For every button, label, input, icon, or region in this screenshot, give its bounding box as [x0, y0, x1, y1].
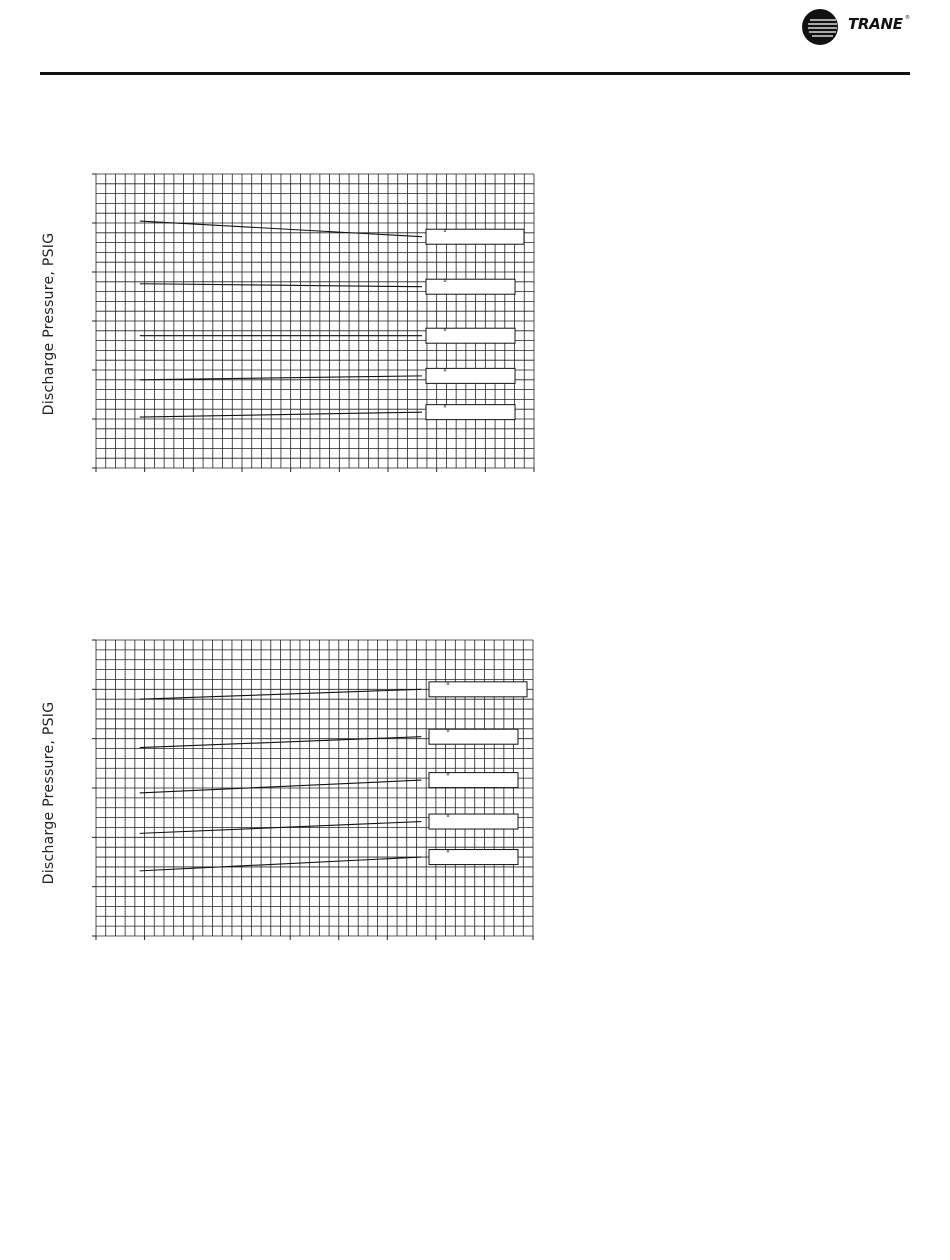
series-label-marker-3: ° [446, 772, 450, 782]
series-label-box-3 [429, 773, 518, 788]
chart-bottom-y-axis-label: Discharge Pressure, PSIG [41, 701, 57, 885]
chart-bottom-plot [0, 627, 560, 957]
chart-grid [96, 174, 534, 468]
series-label-marker-4: ° [446, 813, 450, 823]
series-label-marker-2: ° [443, 278, 447, 288]
brand-name: TRANE [848, 15, 903, 33]
series-label-box-1 [429, 682, 527, 697]
chart-top-plot [0, 160, 560, 490]
series-label-box-2 [429, 729, 518, 744]
series-label-box-4 [426, 368, 515, 383]
header-rule [40, 72, 910, 75]
brand-trademark: ® [905, 15, 910, 21]
series-label-box-5 [429, 850, 518, 865]
series-label-marker-3: ° [443, 327, 447, 337]
series-label-marker-4: ° [443, 367, 447, 377]
series-label-box-5 [426, 405, 515, 420]
series-label-box-3 [426, 328, 515, 343]
chart-bottom [0, 627, 560, 957]
series-label-box-4 [429, 814, 518, 829]
series-label-marker-5: ° [443, 404, 447, 414]
series-label-marker-5: ° [446, 849, 450, 859]
trane-circle-logo-icon [800, 8, 840, 46]
series-label-marker-2: ° [446, 728, 450, 738]
series-label-marker-1: ° [443, 228, 447, 238]
chart-top-y-axis-label: Discharge Pressure, PSIG [41, 232, 57, 416]
series-label-box-2 [426, 279, 515, 294]
series-label-marker-1: ° [446, 681, 450, 691]
series-label-box-1 [426, 229, 524, 244]
chart-top [0, 160, 560, 490]
